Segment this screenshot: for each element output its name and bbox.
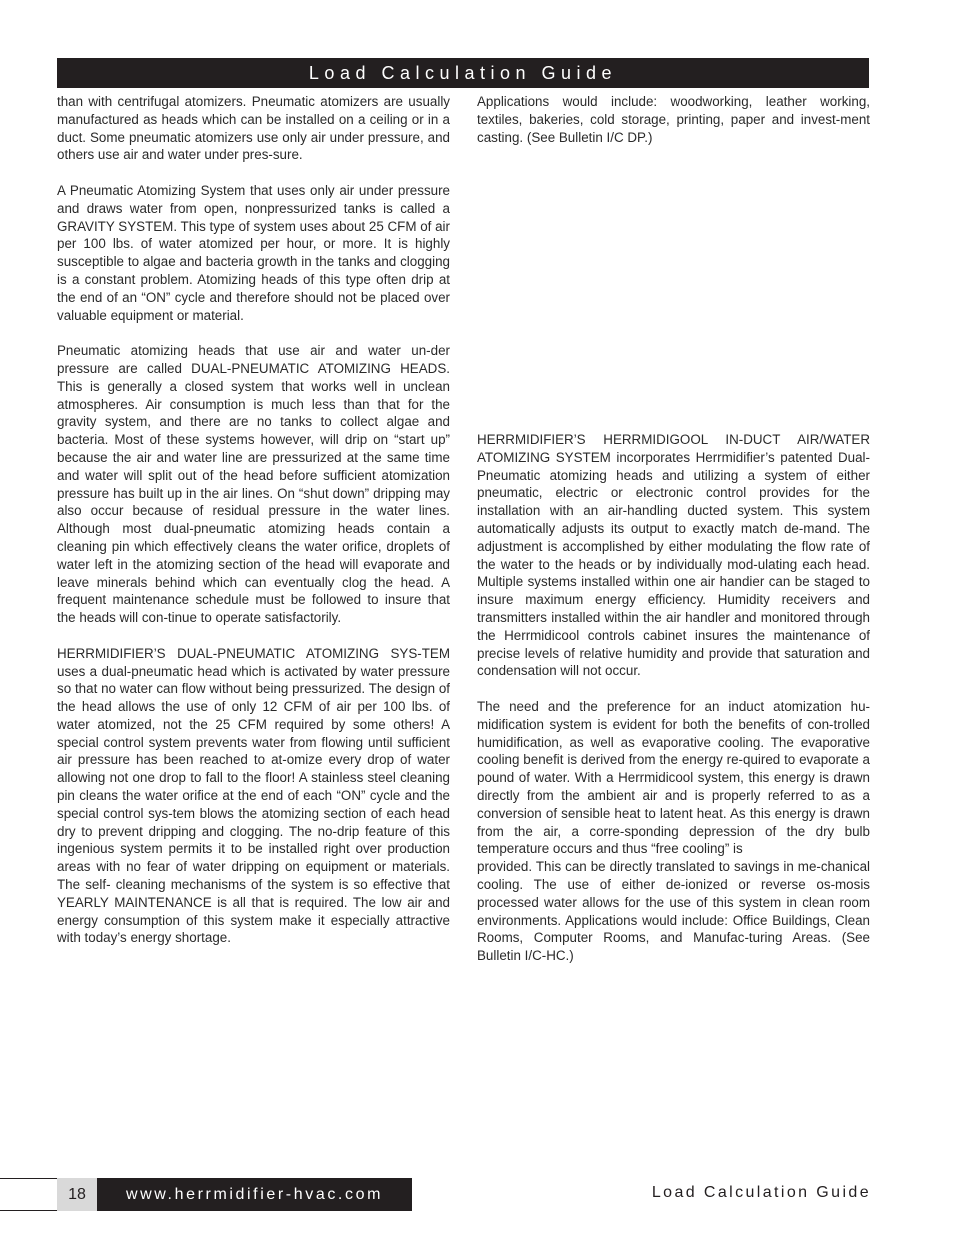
footer-url-link[interactable]: www.herrmidifier-hvac.com (97, 1178, 412, 1211)
left-paragraph: HERRMIDIFIER’S DUAL-PNEUMATIC ATOMIZING SYS-TEM uses a dual-pneumatic head which is activated by water pressure so that no water can flow without being pressurized. The design of the head allows the use of only 12 CFM of air per 100 lbs. of water atomized, not the 25 CFM required by some others! A special control system prevents water from flowing until sufficient air pressure has been reached to at-omize every drop of water allowing not one drop to fall to the floor! A stainless steel cleaning pin cleans the water orifice at the end of each “ON” cycle and the special control sys-tem blows the atomizing section of each head dry to prevent dripping and clogging. The no-drip feature of this ingenious system permits it to be installed right over production areas with no fear of water dripping on equipment or materials. The self- cleaning mechanisms of the system is so effective that YEARLY MAINTENANCE is all that is required. The low air and energy consumption of this system make it especially attractive with today’s energy shortage. (57, 645, 450, 946)
left-paragraph: A Pneumatic Atomizing System that uses only air under pressure and draws water from open, nonpressurized tanks is called a GRAVITY SYSTEM. This type of system uses about 25 CFM of air per 100 lbs. of water atomized per hour, or more. It is highly susceptible to algae and bacteria growth in the tanks and clogging is a constant problem. Atomizing heads of this type often drip at the end of an “ON” cycle and therefore should not be placed over valuable equipment or material. (57, 182, 450, 323)
right-paragraph: HERRMIDIFIER’S HERRMIDIGOOL IN-DUCT AIR/WATER ATOMIZING SYSTEM incorporates Herrmidifier’s patented Dual-Pneumatic atomizing heads and utilizing a system of either pneumatic, electric or electronic control provides for the installation with an air-handling ducted system. This system automatically adjusts its output to exactly match de-mand. The adjustment is accomplished by either modulating the flow rate of the water to the heads or by individually mod-ulating each head. Multiple systems installed within one air handier can be staged to insure maximum energy efficiency. Humidity receivers and transmitters installed within the air handler and monitored through the Herrmidicool controls cabinet insures the maintenance of precise levels of relative humidity and provide that saturation and condensation will not occur. (477, 432, 870, 679)
header-bar (57, 58, 869, 88)
left-paragraph: than with centrifugal atomizers. Pneumatic atomizers are usually manufactured as heads which can be installed on a ceiling or in a duct. Some pneumatic atomizers use only air under pressure, and others use air and water under pres-sure. (57, 94, 450, 163)
applications-paragraph: Applications would include: woodworking, leather working, textiles, bakeries, cold storage, printing, paper and invest-ment casting. (See Bulletin I/C DP.) (477, 94, 870, 145)
footer-title: Load Calculation Guide (651, 1184, 871, 1201)
right-paragraph: The need and the preference for an induct atomization hu-midification system is evident for both the benefits of con-trolled humidification, as well as evaporative cooling. The evaporative cooling benefit is derived from the energy re-quired to evaporate a pound of water. With a Herrmidicool system, this energy is drawn directly from the ambient air and is properly referred to as a conversion of sensible heat to latent heat. As this energy is drawn from the air, a corre-sponding depression of the dry bulb temperature occurs and thus “free cooling” is (477, 698, 870, 857)
left-column (57, 93, 450, 947)
left-paragraph: Pneumatic atomizing heads that use air and water un-der pressure are called DUAL-PNEUMATIC ATOMIZING HEADS. This is generally a closed system that works well in unclean atmospheres. Air consumption is much less than that for the gravity system, and there are no tanks to collect algae and bacteria. Most of these systems however, will drip on “start up” because the air and water line are pressurized at the same time and water will split out of the head before sufficient atomization pressure has built up in the air lines. On “shut down” dripping may also occur because of residual pressure in the water lines. Although most dual-pneumatic atomizing heads contain a cleaning pin which effectively cleans the water orifice, droplets of water left in the atomizing section of the head will evaporate and leave minerals behind which can eventually clog the head. A frequent maintenance schedule must be followed to insure that the heads will con-tinue to operate satisfactorily. (57, 343, 450, 626)
right-column-top (477, 93, 870, 146)
right-column-bottom (477, 431, 870, 965)
footer-rule (0, 1178, 57, 1211)
page-number: 18 (57, 1178, 97, 1211)
right-paragraph: provided. This can be directly translated to savings in me-chanical cooling. The use of either de-ionized or reverse os-mosis processed water allows for the use of this system in clean room environments. Applications would include: Office Buildings, Clean Rooms, Computer Rooms, and Manufac-turing Areas. (See Bulletin I/C-HC.) (477, 859, 870, 964)
header-title: Load Calculation Guide (308, 62, 618, 83)
